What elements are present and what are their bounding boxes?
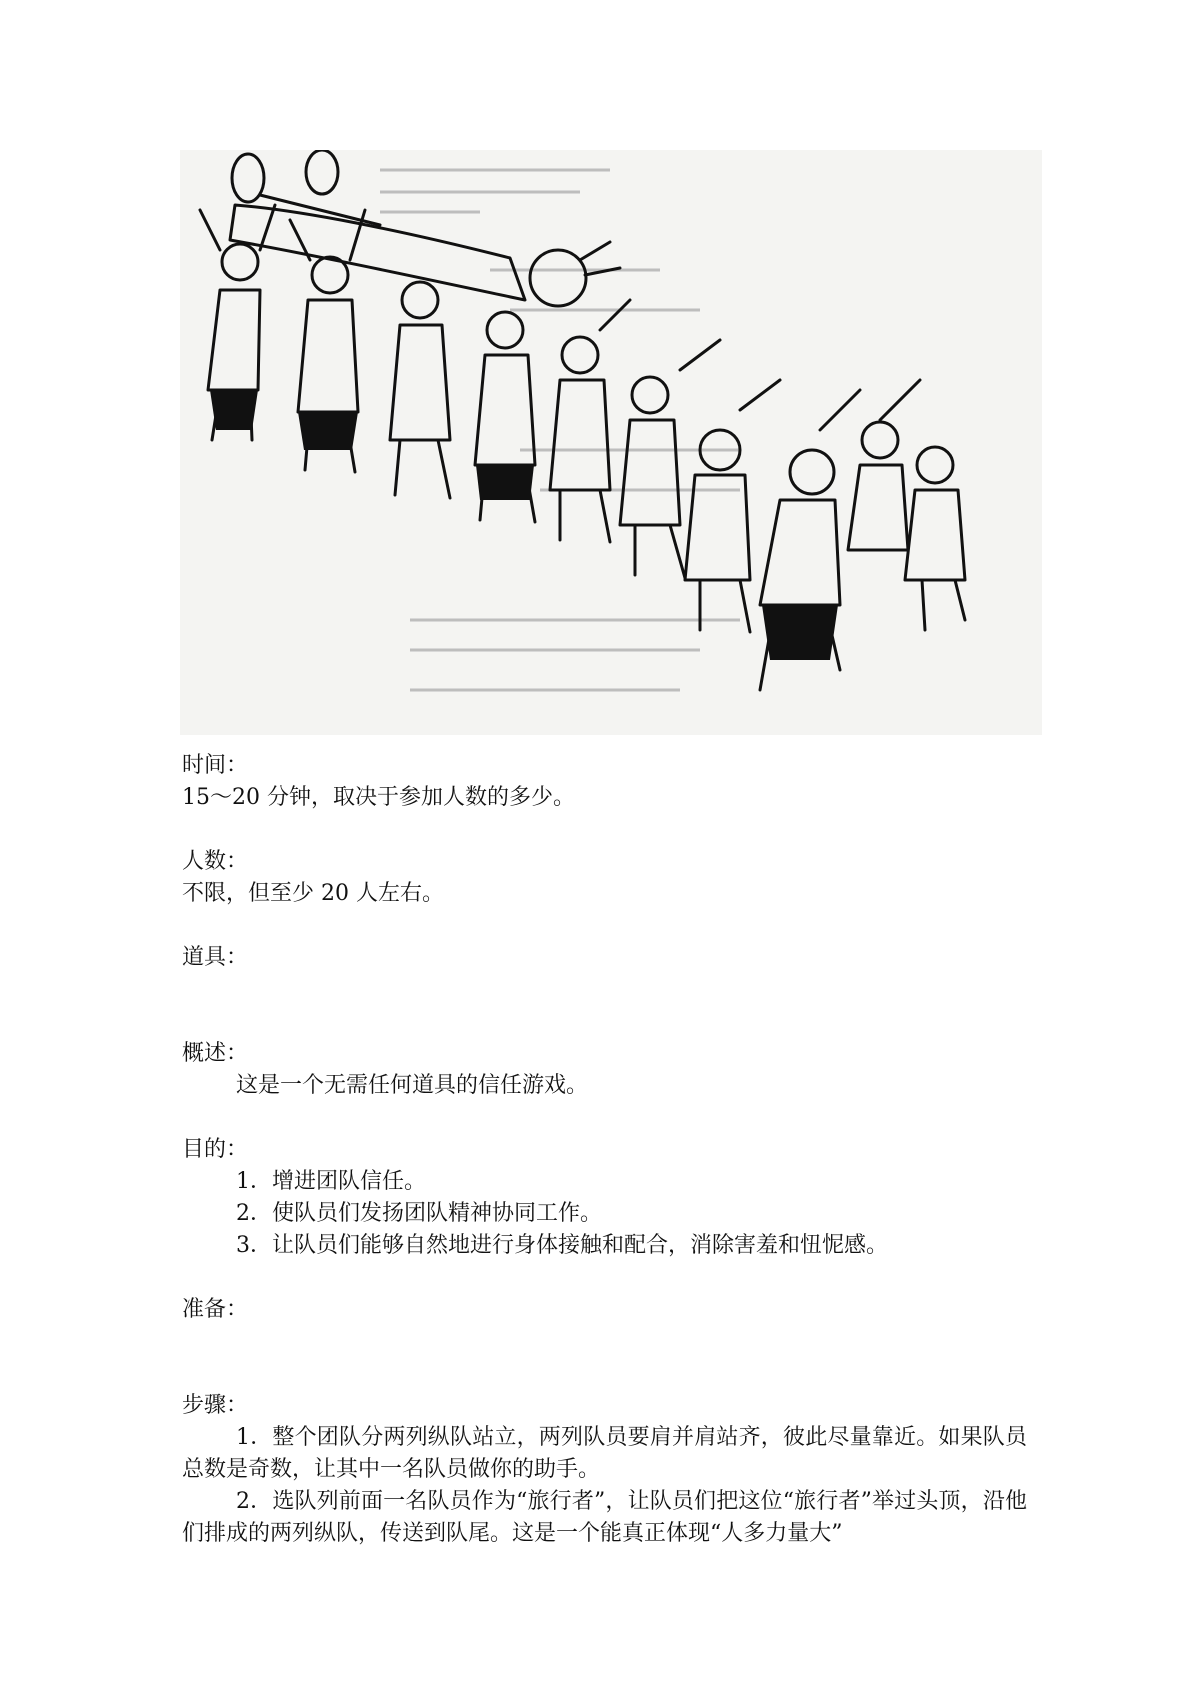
props-heading: 道具： — [182, 945, 249, 970]
purpose-item: 1．增进团队信任。 — [236, 1169, 426, 1194]
purpose-item: 3．让队员们能够自然地进行身体接触和配合，消除害羞和忸怩感。 — [236, 1233, 888, 1258]
time-content: 15～20 分钟，取决于参加人数的多少。 — [182, 785, 575, 810]
purpose-heading: 目的： — [182, 1137, 249, 1162]
preparation-heading: 准备： — [182, 1297, 249, 1322]
overview-heading: 概述： — [182, 1041, 249, 1066]
team-lift-drawing — [180, 150, 1042, 735]
bleed-through-text — [380, 170, 740, 690]
time-heading: 时间： — [182, 753, 249, 778]
purpose-item: 2．使队员们发扬团队精神协同工作。 — [236, 1201, 602, 1226]
cartoon-illustration — [180, 150, 1042, 735]
people-heading: 人数： — [182, 849, 249, 874]
people-content: 不限，但至少 20 人左右。 — [182, 881, 444, 906]
steps-heading: 步骤： — [182, 1393, 249, 1418]
overview-content: 这是一个无需任何道具的信任游戏。 — [236, 1073, 589, 1098]
document-text — [182, 750, 1027, 1550]
step-item: 2．选队列前面一名队员作为“旅行者”，让队员们把这位“旅行者”举过头顶，沿他们排成的两列纵队，传送到队尾。这是一个能真正体现“人多力量大” — [182, 1489, 1027, 1546]
step-item: 1．整个团队分两列纵队站立，两列队员要肩并肩站齐，彼此尽量靠近。如果队员总数是奇数，让其中一名队员做你的助手。 — [182, 1425, 1027, 1482]
